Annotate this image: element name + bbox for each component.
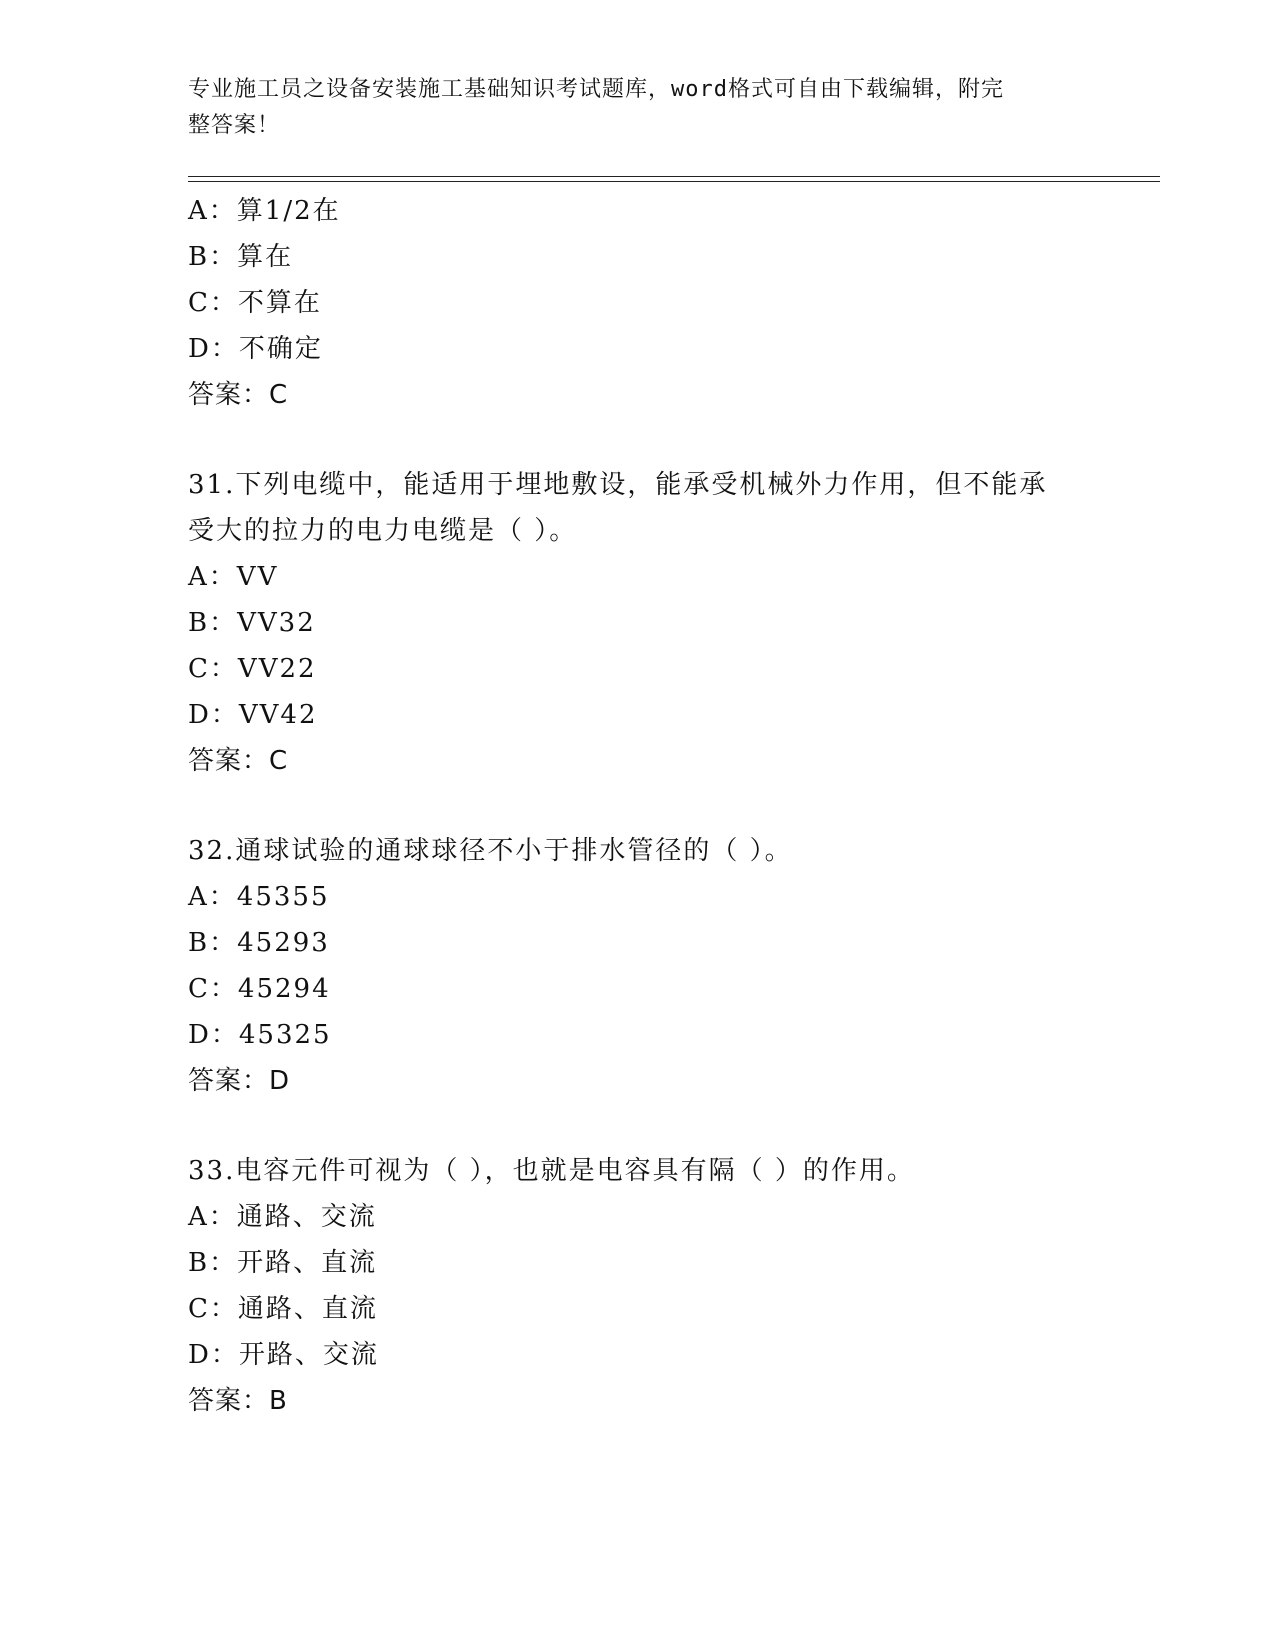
header-title-line2: 整答案！: [188, 113, 281, 138]
question-stem-line1: 32.通球试验的通球球径不小于排水管径的（ ）。: [188, 836, 793, 866]
option-b: B：开路、直流: [188, 1248, 378, 1278]
option-b: B：算在: [188, 242, 294, 272]
document-header: [188, 72, 1088, 144]
answer: 答案：C: [188, 380, 289, 410]
header-title-line1: 专业施工员之设备安装施工基础知识考试题库，word格式可自由下载编辑，附完: [188, 77, 1004, 102]
prev-question: [188, 188, 1148, 418]
question-list: [188, 188, 1148, 1424]
option-b: B：45293: [188, 928, 330, 958]
option-a: A：VV: [188, 562, 279, 592]
option-d: D：45325: [188, 1020, 332, 1050]
option-d: D：不确定: [188, 334, 323, 364]
header-divider-bottom: [188, 181, 1160, 182]
header-divider-top: [188, 176, 1160, 177]
option-c: C：通路、直流: [188, 1294, 378, 1324]
question-stem-line1: 33.电容元件可视为（ ），也就是电容具有隔（ ）的作用。: [188, 1156, 915, 1186]
option-a: A：算1/2在: [188, 196, 341, 226]
question-stem-line2: 受大的拉力的电力电缆是（ ）。: [188, 516, 578, 546]
question-32: [188, 828, 1148, 1104]
option-a: A：通路、交流: [188, 1202, 377, 1232]
option-c: C：不算在: [188, 288, 322, 318]
option-d: D：开路、交流: [188, 1340, 379, 1370]
option-b: B：VV32: [188, 608, 316, 638]
option-c: C：VV22: [188, 654, 317, 684]
answer: 答案：C: [188, 746, 289, 776]
question-stem-line1: 31.下列电缆中，能适用于埋地敷设，能承受机械外力作用，但不能承: [188, 470, 1048, 500]
option-d: D：VV42: [188, 700, 318, 730]
option-c: C：45294: [188, 974, 331, 1004]
answer: 答案：B: [188, 1386, 288, 1416]
answer: 答案：D: [188, 1066, 291, 1096]
question-33: [188, 1148, 1148, 1424]
question-31: [188, 462, 1148, 784]
option-a: A：45355: [188, 882, 330, 912]
